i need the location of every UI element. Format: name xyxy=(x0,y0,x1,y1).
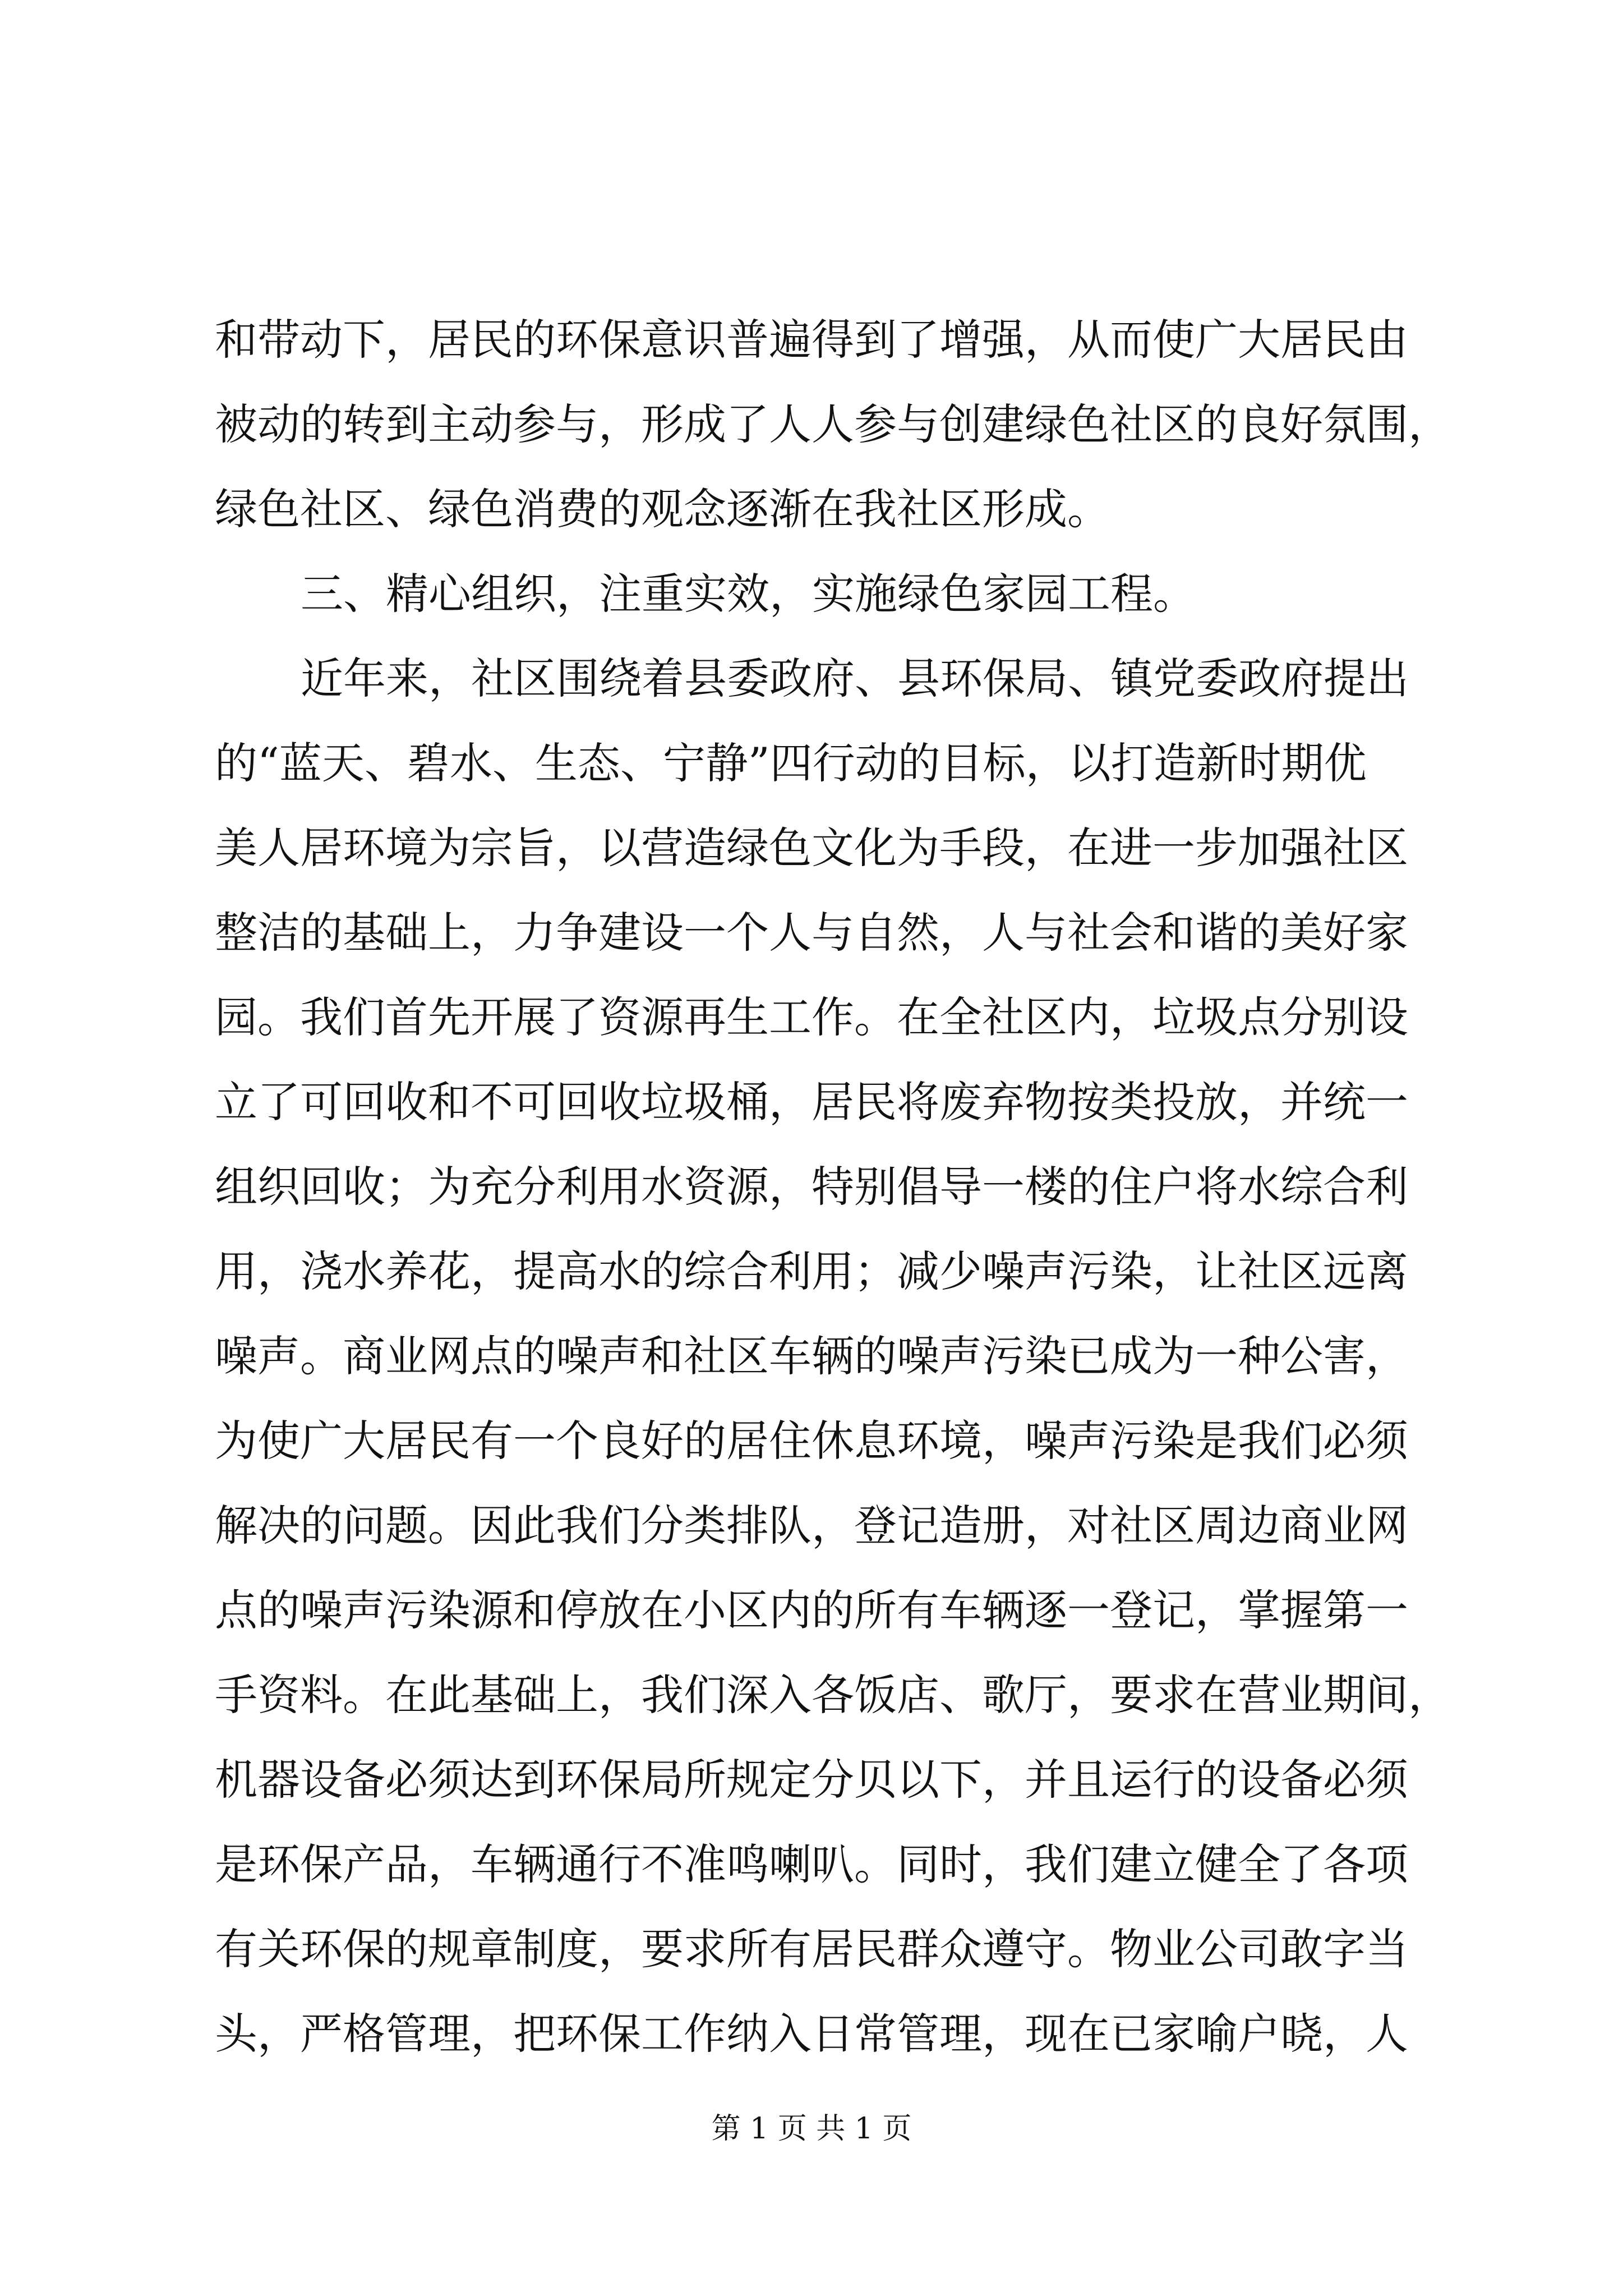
paragraph-line: 的“蓝天、碧水、生态、宁静”四行动的目标，以打造新时期优 xyxy=(215,738,1367,788)
page-number-label: 第 1 页 共 1 页 xyxy=(711,2112,912,2146)
paragraph-line: 头，严格管理，把环保工作纳入日常管理，现在已家喻户晓，人 xyxy=(215,2009,1408,2059)
paragraph-line: 解决的问题。因此我们分类排队，登记造册，对社区周边商业网 xyxy=(215,1501,1408,1550)
paragraph-line: 机器设备必须达到环保局所规定分贝以下，并且运行的设备必须 xyxy=(215,1755,1408,1805)
paragraph-line: 美人居环境为宗旨，以营造绿色文化为手段，在进一步加强社区 xyxy=(215,823,1408,873)
paragraph-line: 有关环保的规章制度，要求所有居民群众遵守。物业公司敢字当 xyxy=(215,1924,1408,1974)
paragraph-line: 整洁的基础上，力争建设一个人与自然，人与社会和谐的美好家 xyxy=(215,908,1408,958)
paragraph-line: 噪声。商业网点的噪声和社区车辆的噪声污染已成为一种公害， xyxy=(215,1331,1408,1381)
paragraph-line: 园。我们首先开展了资源再生工作。在全社区内，垃圾点分别设 xyxy=(215,992,1408,1042)
paragraph-line: 立了可回收和不可回收垃圾桶，居民将废弃物按类投放，并统一 xyxy=(215,1077,1408,1127)
paragraph-line: 为使广大居民有一个良好的居住休息环境，噪声污染是我们必须 xyxy=(215,1416,1408,1466)
document-body xyxy=(215,297,1477,2076)
page-footer xyxy=(0,2109,1623,2148)
paragraph-line: 手资料。在此基础上，我们深入各饭店、歌厅，要求在营业期间， xyxy=(215,1670,1451,1720)
paragraph-line: 点的噪声污染源和停放在小区内的所有车辆逐一登记，掌握第一 xyxy=(215,1585,1408,1635)
section-heading: 三、精心组织，注重实效，实施绿色家园工程。 xyxy=(301,569,1196,619)
paragraph-line: 用，浇水养花，提高水的综合利用；减少噪声污染，让社区远离 xyxy=(215,1246,1408,1296)
paragraph-line: 和带动下，居民的环保意识普遍得到了增强，从而使广大居民由 xyxy=(215,315,1408,365)
paragraph-line: 近年来，社区围绕着县委政府、县环保局、镇党委政府提出 xyxy=(301,654,1409,703)
paragraph-line: 绿色社区、绿色消费的观念逐渐在我社区形成。 xyxy=(215,484,1110,534)
paragraph-line: 是环保产品，车辆通行不准鸣喇叭。同时，我们建立健全了各项 xyxy=(215,1839,1408,1889)
paragraph-line: 被动的转到主动参与，形成了人人参与创建绿色社区的良好氛围， xyxy=(215,399,1451,449)
paragraph-line: 组织回收；为充分利用水资源，特别倡导一楼的住户将水综合利 xyxy=(215,1162,1408,1212)
